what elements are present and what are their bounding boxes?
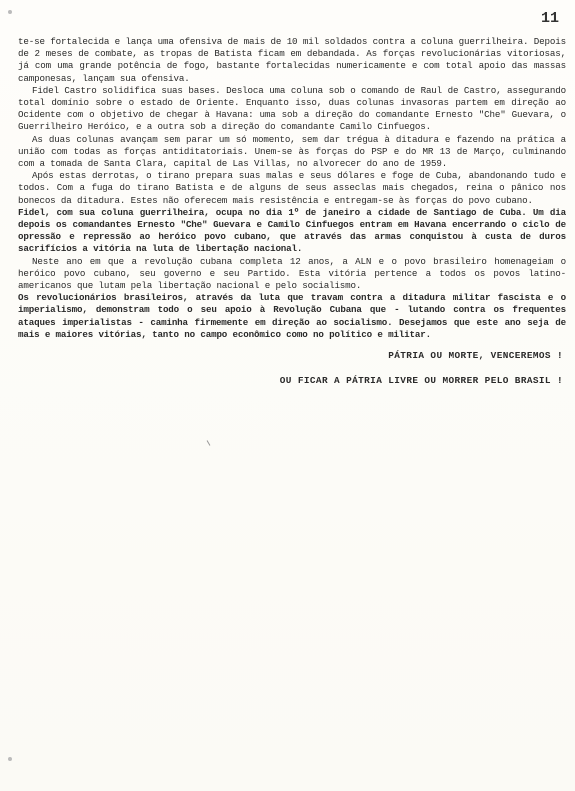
paragraph-1: te-se fortalecida e lança uma ofensiva de mais de 10 mil soldados contra a coluna guerrilheira. Depois de 2 meses de combate, as tropas de Batista ficam em debandada. As forças revolucionárias vitoriosas, já com uma grande potência de fogo, bastante fortalecidas numericamente e com total apoio das massas camponesas, lançam sua ofensiva. [18,36,566,84]
punch-hole-mark [8,757,12,761]
paragraph-6: Neste ano em que a revolução cubana completa 12 anos, a ALN e o povo brasileiro homenageiam o heróico povo cubano, seu governo e seu Partido. Esta vitória pertence a todos os povos latino-americanos que lutam pela libertação nacional e pelo socialismo. [18,255,566,292]
body-text [18,36,566,341]
paragraph-7: Os revolucionários brasileiros, através da luta que travam contra a ditadura militar fascista e o imperialismo, demonstram todo o seu apoio à Revolução Cubana que - lutando contra os frequentes ataques imperialistas - caminha firmemente em direção ao socialismo. Desejamos que este ano seja de mais e maiores vitórias, tanto no campo econômico como no político e militar. [18,292,566,340]
page-number: 11 [540,10,559,27]
paragraph-4: Após estas derrotas, o tirano prepara suas malas e seus dólares e foge de Cuba, abandonando tudo e todos. Com a fuga do tirano Batista e de alguns de seus asseclas mais chegados, reina o pânico nos bonecos da ditadura. Estes não oferecem mais resistência e entregam-se às forças do povo cubano. [18,170,566,206]
punch-hole-mark [8,10,12,14]
closing-slogan-1: PÁTRIA OU MORTE, VENCEREMOS ! [388,350,563,361]
closing-slogan-2: OU FICAR A PÁTRIA LIVRE OU MORRER PELO BRASIL ! [279,375,563,386]
paragraph-2: Fidel Castro solidifica suas bases. Desloca uma coluna sob o comando de Raul de Castro, assegurando total domínio sobre o estado de Oriente. Enquanto isso, duas colunas invasoras partem em direção ao Ocidente com o objetivo de chegar à Havana: uma sob a direção do comandante Ernesto "Che" Guevara, o Guerrilheiro Heróico, e a outra sob a direção do comandante Camilo Cinfuegos. [18,84,566,133]
paragraph-3: As duas colunas avançam sem parar um só momento, sem dar trégua à ditadura e fazendo na prática a união com todas as forças antiditatoriais. Unem-se às forças do PSP e do MR 13 de Março, culminando com a tomada de Santa Clara, capital de Las Villas, no alvorecer do ano de 1959. [18,133,566,170]
stray-mark [207,440,211,446]
paragraph-5: Fidel, com sua coluna guerrilheira, ocupa no dia 1º de janeiro a cidade de Santiago de Cuba. Um dia depois os comandantes Ernesto "Che" Guevara e Camilo Cinfuegos entram em Havana encerrando o ciclo de opressão e repressão ao heróico povo cubano, que através das armas conquistou à custa de duros sacrifícios a vitória na luta de libertação nacional. [18,206,566,255]
